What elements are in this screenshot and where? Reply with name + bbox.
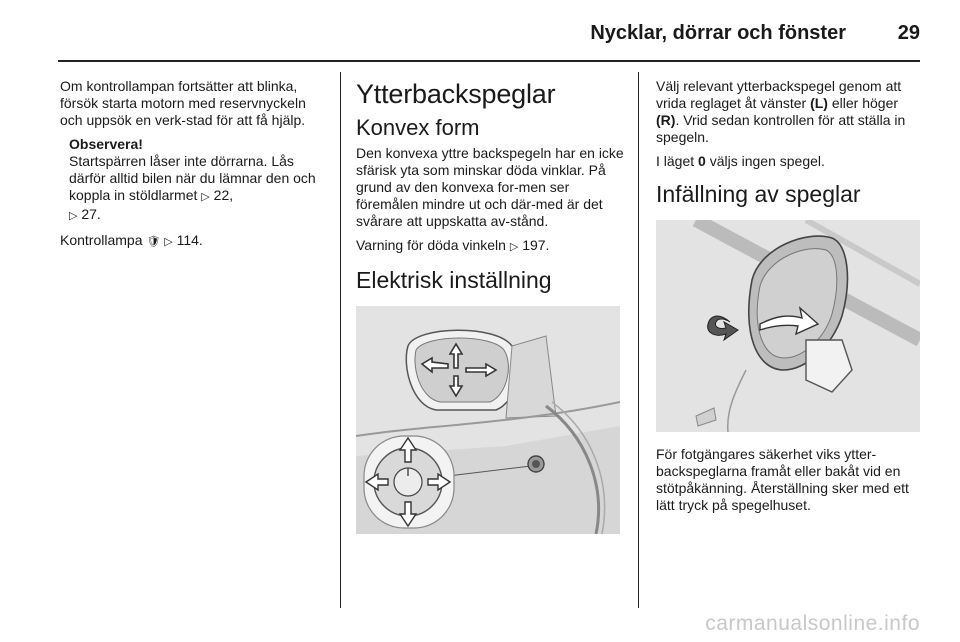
column-1 [60, 78, 328, 258]
column-divider-1 [340, 72, 341, 608]
column-2 [356, 78, 624, 534]
column-divider-2 [638, 72, 639, 608]
mirror-control-illustration [356, 306, 620, 534]
paragraph-fotgangare: För fotgängares säkerhet viks ytter-backspeglarna framåt eller bakåt vid en stötpåkänning. Återställning sker med ett lätt tryck på spegelhuset. [656, 446, 909, 513]
paragraph-valj-spegel: Välj relevant ytterbackspegel genom att vrida reglaget åt vänster (L) eller höger (R). Vrid sedan kontrollen för att ställa in spegeln. [656, 78, 906, 145]
ref-arrow-icon: ▷ [69, 210, 78, 222]
page-ref-link[interactable]: 22, [213, 187, 234, 203]
subheading-infallning: Infällning av speglar [656, 181, 861, 207]
paragraph-konvex: Den konvexa yttre backspegeln har en icke sfärisk yta som minskar döda vinklar. På grund av den konvexa for-men ser föremålen mindre ut och där-med är det svårare att uppskatta av-stånd. [356, 145, 624, 229]
section-heading-ytterbackspeglar: Ytterbackspeglar [356, 79, 556, 109]
page-header [58, 18, 920, 52]
note-text: Startspärren låser inte dörrarna. Lås därför alltid bilen när du lämnar den och koppla in stöldlarmet ▷ 22, ▷ 27. [69, 153, 316, 222]
mirror-folding-illustration [656, 220, 920, 432]
header-rule [58, 60, 920, 62]
paragraph-kontrollampa: Kontrollampa 🛡 ▷ 114. [60, 232, 203, 248]
ref-arrow-icon: ▷ [509, 241, 519, 253]
note-title: Observera! [69, 136, 143, 152]
page-title: Nycklar, dörrar och fönster [590, 22, 846, 44]
page-ref-link[interactable]: 197. [522, 237, 550, 253]
paragraph-laget-0: I läget 0 väljs ingen spegel. [656, 153, 825, 169]
note-box [60, 136, 328, 225]
ref-arrow-icon: ▷ [164, 236, 173, 248]
column-3 [656, 78, 922, 521]
ref-arrow-icon: ▷ [201, 191, 210, 203]
page-ref-link[interactable]: 27. [81, 206, 101, 222]
page-ref-link[interactable]: 114. [176, 232, 203, 248]
car-lock-icon: 🛡 [146, 236, 161, 248]
watermark: carmanualsonline.info [705, 612, 920, 635]
page-number: 29 [897, 22, 920, 44]
paragraph-blink: Om kontrollampan fortsätter att blinka, försök starta motorn med reservnyckeln och uppsök en verk-stad för att få hjälp. [60, 78, 306, 128]
subheading-konvex-form: Konvex form [356, 115, 480, 140]
subheading-elektrisk: Elektrisk inställning [356, 267, 552, 293]
paragraph-varning: Varning för döda vinkeln ▷ 197. [356, 237, 550, 253]
